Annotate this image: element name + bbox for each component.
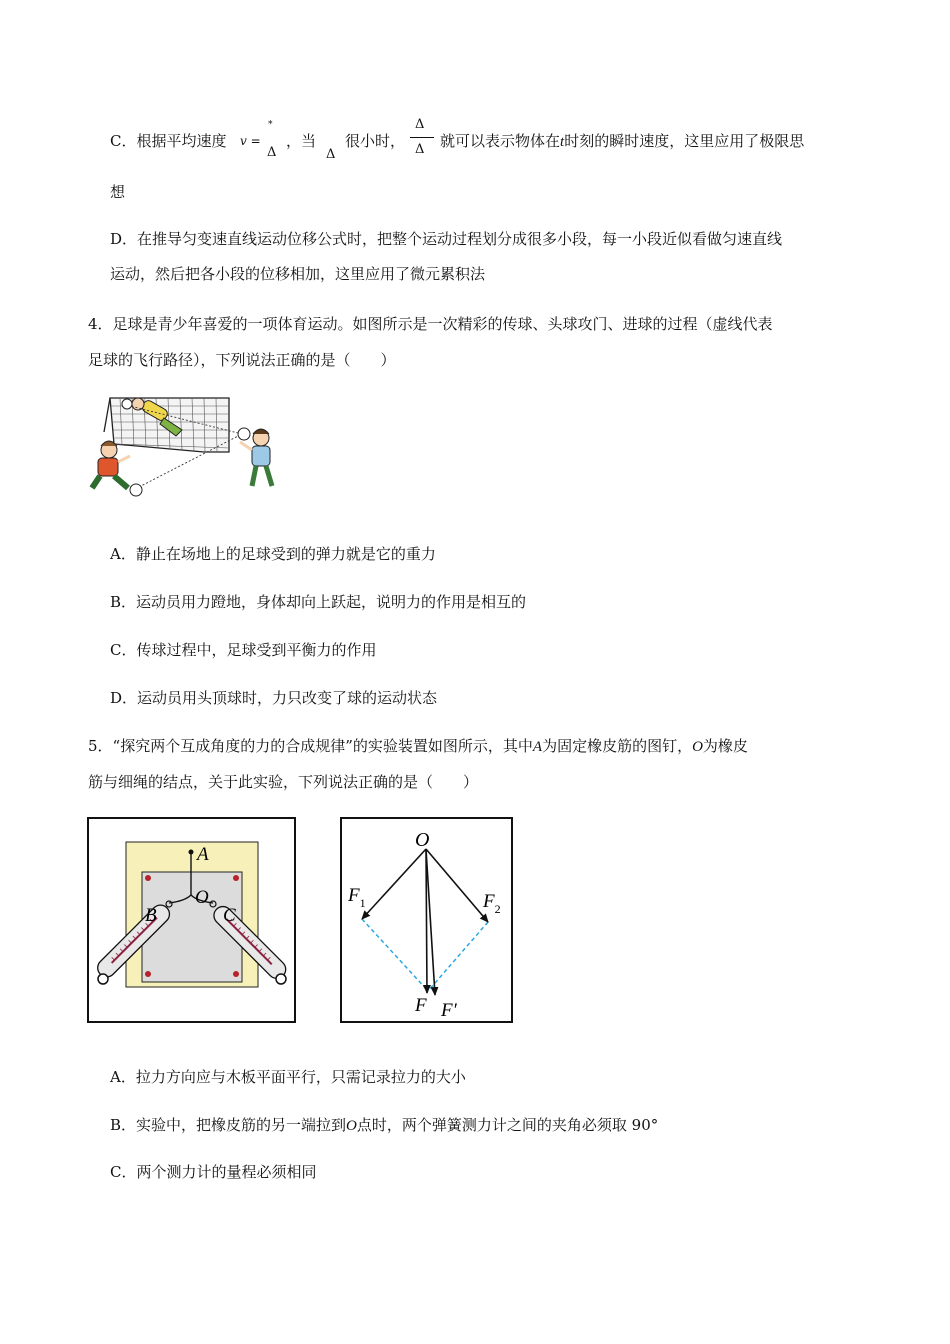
q4-option-a: A．静止在场地上的足球受到的弹力就是它的重力 <box>110 545 436 563</box>
label-c: C <box>223 905 236 926</box>
ball-at-head <box>238 428 250 440</box>
pin-top-right <box>233 875 239 881</box>
ball-in-goal <box>122 399 132 409</box>
pin-bottom-left <box>145 971 151 977</box>
velocity-formula-lhs: v = <box>240 134 261 148</box>
label-f: F <box>415 995 427 1016</box>
q4-stem-line1: 4．足球是青少年喜爱的一项体育运动。如图所示是一次精彩的传球、头球攻门、进球的过程（虚线代表 <box>88 315 773 333</box>
knot-label-b: O <box>346 1118 357 1134</box>
q5-option-b: B．实验中，把橡皮筋的另一端拉到O点时，两个弹簧测力计之间的夹角必须取 90° <box>110 1116 659 1134</box>
label-f1: $F_1$ <box>348 885 366 910</box>
pin-top-left <box>145 875 151 881</box>
knot-label: O <box>692 739 703 755</box>
ratio-numerator: Δ <box>415 117 425 132</box>
q3-option-c-when: ，当 <box>286 132 317 150</box>
q3-option-c-line2: 想 <box>110 183 126 201</box>
label-f2: $F_2$ <box>483 891 501 916</box>
soccer-illustration <box>84 392 294 502</box>
q3-option-c-line1 <box>110 131 226 151</box>
force-diagram-figure <box>340 817 513 1023</box>
velocity-formula-denominator: Δ <box>267 145 277 160</box>
q4-stem-line2: 足球的飞行路径），下列说法正确的是（ ） <box>88 351 396 369</box>
pin-label: A <box>532 739 543 755</box>
force-f1-arrow <box>362 849 426 919</box>
q5-option-a: A．拉力方向应与木板平面平行，只需记录拉力的大小 <box>110 1068 466 1086</box>
pin-bottom-right <box>233 971 239 977</box>
q3-option-d-line2: 运动，然后把各小段的位移相加，这里应用了微元累积法 <box>110 265 486 283</box>
q4-option-b: B．运动员用力蹬地，身体却向上跃起，说明力的作用是相互的 <box>110 593 527 611</box>
q5-stem-line2: 筋与细绳的结点，关于此实验，下列说法正确的是（ ） <box>88 773 479 791</box>
q5-option-c: C．两个测力计的量程必须相同 <box>110 1163 317 1181</box>
q4-option-c: C．传球过程中，足球受到平衡力的作用 <box>110 641 377 659</box>
q3-option-c-rest: 就可以表示物体在t时刻的瞬时速度，这里应用了极限思 <box>440 132 805 150</box>
scale-ring-right <box>276 974 286 984</box>
q3-option-c-small: 很小时， <box>345 132 406 150</box>
q4-option-d: D．运动员用头顶球时，力只改变了球的运动状态 <box>110 689 438 707</box>
scale-ring-left <box>98 974 108 984</box>
label-f-prime: F′ <box>441 1000 457 1021</box>
apparatus-figure <box>87 817 296 1023</box>
ratio-bar <box>410 137 434 138</box>
label-a: A <box>197 844 209 865</box>
label-b: B <box>145 905 157 926</box>
delta-t-symbol: Δ <box>326 147 336 162</box>
q3-option-d-line1: D．在推导匀变速直线运动位移公式时，把整个运动过程划分成很多小段，每一小段近似看做匀速直线 <box>110 230 783 248</box>
dashed-side-left <box>362 919 428 991</box>
kicking-player <box>92 441 130 488</box>
label-o-point: O <box>415 829 430 851</box>
q3-option-c-text: C．根据平均速度 <box>110 132 227 150</box>
time-variable: t <box>560 134 565 150</box>
ratio-denominator: Δ <box>415 142 425 157</box>
q5-stem-line1: 5．“探究两个互成角度的力的合成规律”的实验装置如图所示，其中A为固定橡皮筋的图钉，O为橡皮 <box>88 737 748 755</box>
force-f2-arrow <box>426 849 488 922</box>
ball-at-feet <box>130 484 142 496</box>
label-o: O <box>195 887 209 908</box>
dashed-side-right <box>428 922 488 991</box>
velocity-formula-numerator: * <box>268 120 273 130</box>
